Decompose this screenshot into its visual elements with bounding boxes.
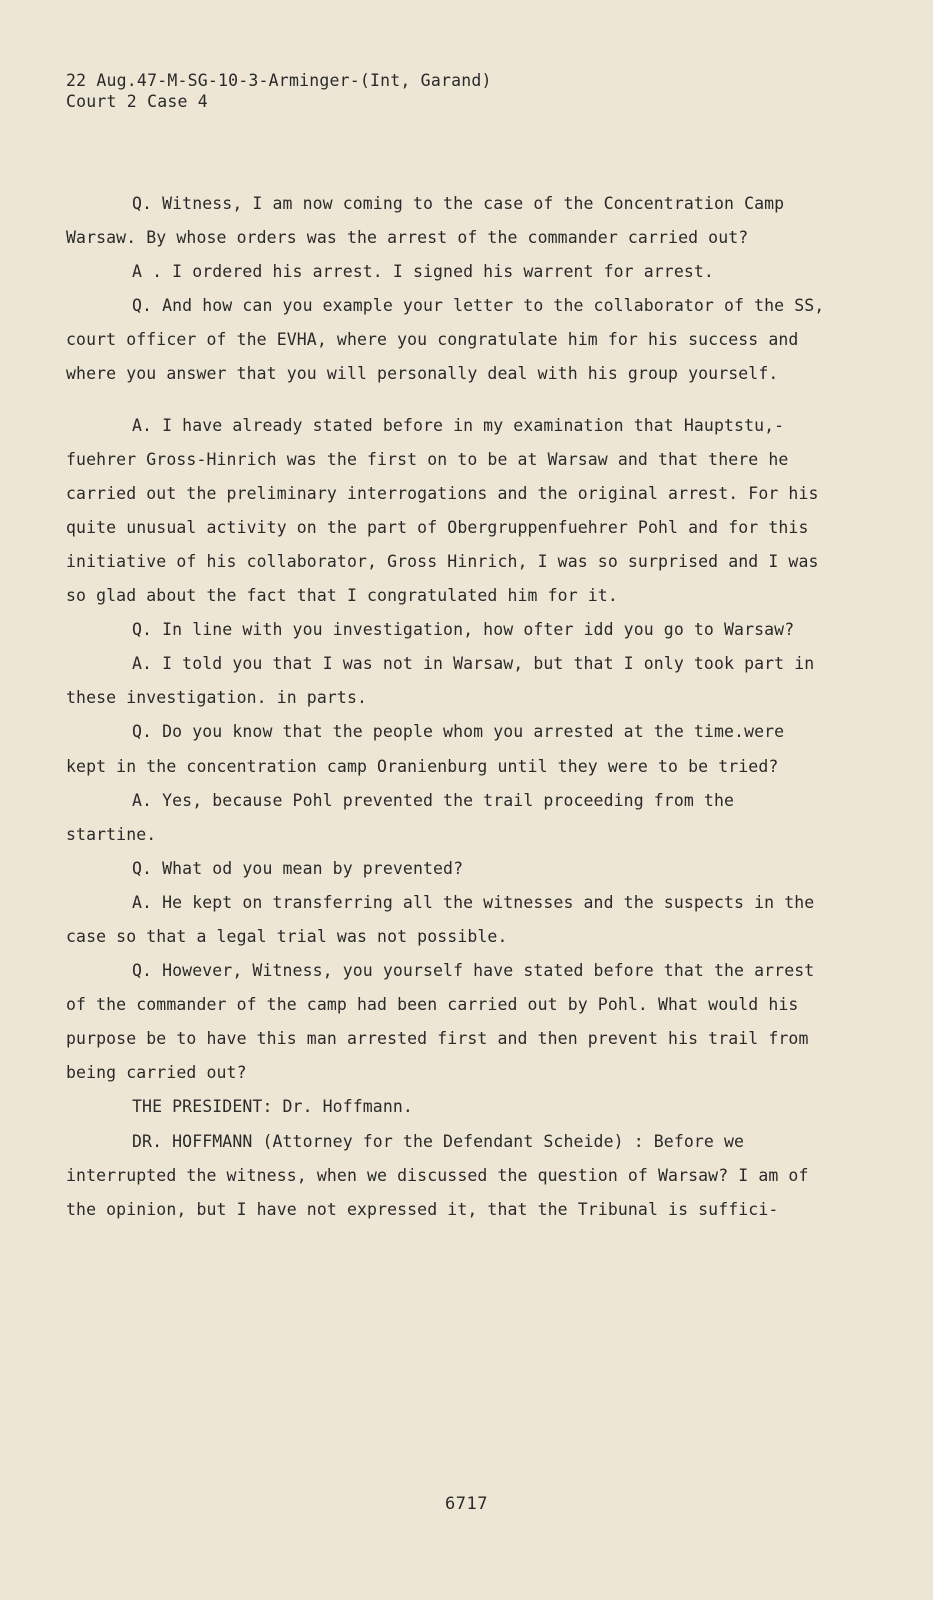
transcript-paragraph: Q. Witness, I am now coming to the case of the Concentration Camp Warsaw. By whose orders was the arrest of the commander carried out? (66, 194, 785, 248)
document-header (66, 70, 492, 112)
page-number: 6717 (445, 1494, 488, 1514)
transcript-paragraph: Q. And how can you example your letter to the collaborator of the SS, court officer of the EVHA, where you congratulate him for his success and where you answer that you will personally deal with his group yourself. (66, 296, 825, 384)
header-court-case-line: Court 2 Case 4 (66, 92, 208, 111)
transcript-paragraph: A. Yes, because Pohl prevented the trail proceeding from the startine. (66, 790, 735, 844)
transcript-paragraph: Q. In line with you investigation, how ofter idd you go to Warsaw? (132, 620, 795, 640)
transcript-paragraph: Q. Do you know that the people whom you arrested at the time.were kept in the concentration camp Oranienburg until they were to be tried? (66, 722, 785, 776)
paragraph-gap (66, 392, 826, 409)
transcript-body (66, 187, 826, 1227)
transcript-paragraph: A . I ordered his arrest. I signed his warrent for arrest. (132, 262, 714, 282)
transcript-paragraph: DR. HOFFMANN (Attorney for the Defendant Scheide) : Before we interrupted the witness, when we discussed the question of Warsaw? I am of the opinion, but I have not expressed it, that the Tribunal is suffici- (66, 1131, 809, 1219)
transcript-paragraph: A. I have already stated before in my examination that Hauptstu,-fuehrer Gross-Hinrich was the first on to be at Warsaw and that there he carried out the preliminary interrogations and the original arrest. For his quite unusual activity on the part of Obergruppenfuehrer Pohl and for this initiative of his collaborator, Gross Hinrich, I was so surprised and I was so glad about the fact that I congratulated him for it. (66, 415, 819, 606)
transcript-paragraph: Q. However, Witness, you yourself have stated before that the arrest of the commander of the camp had been carried out by Pohl. What would his purpose be to have this man arrested first and then prevent his trail from being carried out? (66, 961, 815, 1083)
transcript-paragraph: THE PRESIDENT: Dr. Hoffmann. (132, 1097, 413, 1117)
transcript-paragraph: A. He kept on transferring all the witnesses and the suspects in the case so that a legal trial was not possible. (66, 892, 815, 946)
transcript-paragraph: Q. What od you mean by prevented? (132, 858, 464, 878)
transcript-paragraph: A. I told you that I was not in Warsaw, but that I only took part in these investigation. in parts. (66, 654, 815, 708)
header-reference-line: 22 Aug.47-M-SG-10-3-Arminger-(Int, Garand) (66, 71, 492, 90)
